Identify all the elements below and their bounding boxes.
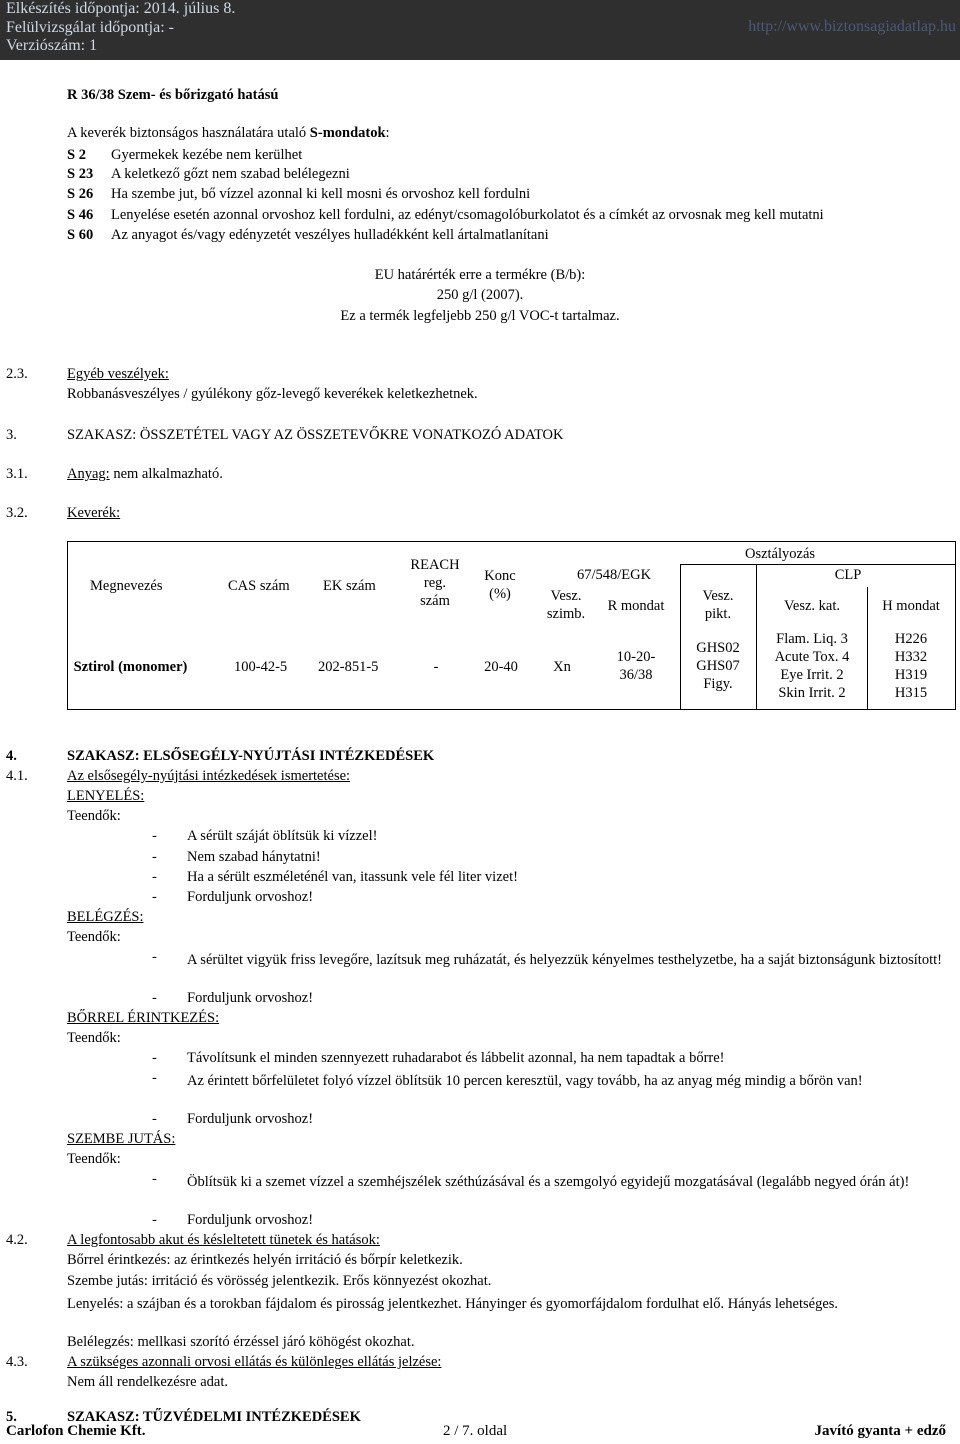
cell-symbol: Xn bbox=[553, 659, 571, 675]
skin-contact-step: Távolítsunk el minden szennyezett ruhadarabot és lábbelit azonnal, ha nem tapadtak a bőrre! bbox=[187, 1050, 725, 1066]
s-phrase-text: A keletkező gőzt nem szabad belélegezni bbox=[111, 166, 350, 182]
hazard-category: Eye Irrit. 2 bbox=[780, 667, 844, 683]
col-header-clp: CLP bbox=[834, 567, 862, 583]
section-3-1 bbox=[67, 467, 223, 482]
cell-cas: 100-42-5 bbox=[234, 659, 288, 675]
pictogram-label-2: pikt. bbox=[704, 606, 732, 622]
pictogram-code: Figy. bbox=[703, 676, 733, 692]
s-phrase-code: S 46 bbox=[67, 207, 94, 223]
bullet-dash: - bbox=[152, 949, 157, 965]
col-header-classification: Osztályozás bbox=[744, 546, 816, 562]
section-4-title: SZAKASZ: ELSŐSEGÉLY-NYÚJTÁSI INTÉZKEDÉSEK bbox=[67, 748, 435, 764]
bullet-dash: - bbox=[152, 1050, 157, 1066]
s-phrase-code: S 23 bbox=[67, 166, 94, 182]
todo-label: Teendők: bbox=[67, 1151, 121, 1167]
swallowing-heading: LENYELÉS: bbox=[67, 788, 145, 804]
inhalation-heading: BELÉGZÉS: bbox=[67, 909, 144, 925]
creation-date: Elkészítés időpontja: 2014. július 8. bbox=[6, 0, 236, 17]
pictogram-code: GHS07 bbox=[696, 658, 740, 674]
s-phrase-item bbox=[67, 167, 350, 182]
eu-limit-line1: EU határérték erre a termékre (B/b): bbox=[374, 267, 586, 283]
cell-ek: 202-851-5 bbox=[318, 659, 379, 675]
section-3-1-title: Anyag: bbox=[67, 466, 110, 482]
symptom-line: Lenyelés: a szájban és a torokban fájdalom és pirosság jelentkezhet. Hányinger és gyomorfájdalom fordulhat elő. Hányás lehetséges. bbox=[67, 1296, 839, 1312]
swallowing-step: Ha a sérült eszméleténél van, itassunk vele fél liter vizet! bbox=[187, 869, 518, 885]
bullet-dash: - bbox=[152, 828, 157, 844]
symptom-line: Bőrrel érintkezés: az érintkezés helyén irritáció és bőrpír keletkezik. bbox=[67, 1252, 463, 1268]
bullet-dash: - bbox=[152, 889, 157, 905]
todo-label: Teendők: bbox=[67, 929, 121, 945]
page-header bbox=[0, 0, 960, 60]
s-intro-text: A keverék biztonságos használatára utaló bbox=[67, 125, 310, 141]
section-3-title: SZAKASZ: ÖSSZETÉTEL VAGY AZ ÖSSZETEVŐKRE VONATKOZÓ ADATOK bbox=[67, 427, 564, 443]
h-phrase-code: H332 bbox=[894, 649, 928, 665]
symbol-label-1: Vesz. bbox=[550, 588, 582, 604]
section-number: 3.2. bbox=[6, 505, 28, 521]
h-phrase-code: H226 bbox=[894, 631, 928, 647]
cell-r-phrase bbox=[596, 648, 676, 684]
col-header-symbol bbox=[538, 587, 594, 623]
r-phrase-line: 36/38 bbox=[619, 667, 653, 683]
section-3-2-title: Keverék: bbox=[67, 505, 121, 521]
skin-contact-step: Az érintett bőrfelületet folyó vízzel öblítsük 10 percen keresztül, vagy tovább, ha az anyag még mindig a bőrön van! bbox=[187, 1073, 863, 1089]
hazard-category: Acute Tox. 4 bbox=[774, 649, 850, 665]
footer-company: Carlofon Chemie Kft. bbox=[6, 1423, 146, 1439]
symbol-label-2: szimb. bbox=[546, 606, 586, 622]
header-url[interactable]: http://www.biztonsagiadatlap.hu bbox=[748, 18, 956, 35]
bullet-dash: - bbox=[152, 869, 157, 885]
section-4-1-title: Az elsősegély-nyújtási intézkedések ismertetése: bbox=[67, 768, 351, 784]
s-phrase-item bbox=[67, 228, 549, 243]
bullet-dash: - bbox=[152, 1171, 157, 1187]
reach-label-2: reg. bbox=[423, 575, 447, 591]
swallowing-step: Forduljunk orvoshoz! bbox=[187, 889, 314, 905]
section-4-3-title: A szükséges azonnali orvosi ellátás és különleges ellátás jelzése: bbox=[67, 1354, 442, 1370]
col-header-h-phrase: H mondat bbox=[882, 598, 940, 614]
bullet-dash: - bbox=[152, 1212, 157, 1228]
eu-limit-line2: 250 g/l (2007). bbox=[436, 287, 524, 303]
section-5-title: SZAKASZ: TŰZVÉDELMI INTÉZKEDÉSEK bbox=[67, 1409, 361, 1425]
s-phrase-text: Gyermekek kezébe nem kerülhet bbox=[111, 147, 303, 163]
header-meta bbox=[6, 0, 235, 56]
bullet-dash: - bbox=[152, 849, 157, 865]
table-divider bbox=[680, 564, 955, 565]
eu-limit-line3: Ez a termék legfeljebb 250 g/l VOC-t tartalmaz. bbox=[340, 308, 620, 324]
symptom-line: Szembe jutás: irritáció és vörösség jelentkezik. Erős könnyezést okozhat. bbox=[67, 1273, 492, 1289]
h-phrase-code: H319 bbox=[894, 667, 928, 683]
bullet-dash: - bbox=[152, 990, 157, 1006]
col-header-pictogram bbox=[680, 587, 756, 623]
col-header-directive: 67/548/EGK bbox=[576, 567, 652, 583]
section-number: 3. bbox=[6, 427, 17, 443]
s-intro-bold: S-mondatok bbox=[309, 125, 386, 141]
bullet-dash: - bbox=[152, 1070, 157, 1086]
hazard-category: Flam. Liq. 3 bbox=[776, 631, 848, 647]
s-phrase-code: S 60 bbox=[67, 227, 94, 243]
konc-label-2: (%) bbox=[489, 586, 511, 602]
s-phrase-text: Lenyelése esetén azonnal orvoshoz kell fordulni, az edényt/csomagolóburkolatot és a címkét az orvosnak meg kell mutatni bbox=[111, 207, 824, 223]
section-number: 3.1. bbox=[6, 466, 28, 482]
version-number: Verziószám: 1 bbox=[6, 37, 98, 54]
col-header-r-phrase: R mondat bbox=[607, 598, 665, 614]
footer-product: Javító gyanta + edző bbox=[814, 1423, 946, 1439]
inhalation-step: Forduljunk orvoshoz! bbox=[187, 990, 314, 1006]
composition-table bbox=[67, 541, 956, 710]
section-number: 4.3. bbox=[6, 1354, 28, 1370]
col-header-konc bbox=[478, 567, 522, 603]
hazard-category: Skin Irrit. 2 bbox=[778, 685, 846, 701]
s-intro-colon: : bbox=[385, 125, 390, 141]
col-header-ek: EK szám bbox=[323, 578, 376, 594]
section-2-3-text: Robbanásveszélyes / gyúlékony gőz-levegő keverékek keletkezhetnek. bbox=[67, 386, 478, 402]
s-phrase-item bbox=[67, 187, 530, 202]
s-phrases-intro bbox=[67, 126, 390, 141]
cell-name: Sztirol (monomer) bbox=[73, 659, 188, 675]
bullet-dash: - bbox=[152, 1111, 157, 1127]
eye-contact-step: Forduljunk orvoshoz! bbox=[187, 1212, 314, 1228]
cell-category bbox=[758, 630, 866, 702]
r-phrase: R 36/38 Szem- és bőrizgató hatású bbox=[67, 87, 279, 103]
section-3-1-text: nem alkalmazható. bbox=[109, 466, 223, 482]
eye-contact-step: Öblítsük ki a szemet vízzel a szemhéjszélek széthúzásával és a szemgolyó egyidejű mozgatásával (legalább negyed órán át)! bbox=[187, 1174, 910, 1190]
eye-contact-heading: SZEMBE JUTÁS: bbox=[67, 1131, 176, 1147]
s-phrase-item bbox=[67, 208, 824, 223]
section-number: 2.3. bbox=[6, 366, 28, 382]
s-phrase-code: S 26 bbox=[67, 186, 94, 202]
table-divider bbox=[756, 564, 757, 709]
reach-label-3: szám bbox=[420, 593, 450, 609]
skin-contact-step: Forduljunk orvoshoz! bbox=[187, 1111, 314, 1127]
cell-konc: 20-40 bbox=[484, 659, 518, 675]
pictogram-code: GHS02 bbox=[696, 640, 740, 656]
symptom-line: Belélegzés: mellkasi szorító érzéssel járó köhögést okozhat. bbox=[67, 1334, 415, 1350]
s-phrase-code: S 2 bbox=[67, 147, 86, 163]
s-phrase-text: Az anyagot és/vagy edényzetét veszélyes hulladékként kell ártalmatlanítani bbox=[111, 227, 549, 243]
col-header-reach bbox=[404, 556, 466, 610]
section-number: 4. bbox=[6, 748, 17, 764]
konc-label-1: Konc bbox=[484, 568, 516, 584]
col-header-cas: CAS szám bbox=[228, 578, 290, 594]
col-header-category: Vesz. kat. bbox=[784, 598, 840, 614]
revision-date: Felülvizsgálat időpontja: - bbox=[6, 18, 174, 36]
section-number: 4.1. bbox=[6, 768, 28, 784]
swallowing-step: Nem szabad hánytatni! bbox=[187, 849, 321, 865]
section-4-3-text: Nem áll rendelkezésre adat. bbox=[67, 1374, 229, 1390]
swallowing-step: A sérült száját öblítsük ki vízzel! bbox=[187, 828, 378, 844]
cell-pictogram bbox=[680, 639, 756, 693]
cell-reach: - bbox=[433, 659, 439, 675]
todo-label: Teendők: bbox=[67, 808, 121, 824]
r-phrase-line: 10-20- bbox=[616, 649, 656, 665]
cell-h-phrase bbox=[868, 630, 954, 702]
todo-label: Teendők: bbox=[67, 1030, 121, 1046]
inhalation-step: A sérültet vigyük friss levegőre, lazítsuk meg ruházatát, és helyezzük kényelmes testhelyzetbe, ha a saját biztonságunk biztosított! bbox=[187, 952, 942, 968]
skin-contact-heading: BŐRREL ÉRINTKEZÉS: bbox=[67, 1010, 220, 1026]
pictogram-label-1: Vesz. bbox=[702, 588, 734, 604]
reach-label-1: REACH bbox=[410, 557, 460, 573]
s-phrase-item bbox=[67, 148, 302, 163]
h-phrase-code: H315 bbox=[894, 685, 928, 701]
section-4-2-title: A legfontosabb akut és késleltetett tünetek és hatások: bbox=[67, 1232, 380, 1248]
footer-page-number: 2 / 7. oldal bbox=[443, 1423, 508, 1439]
section-number: 4.2. bbox=[6, 1232, 28, 1248]
section-number: 5. bbox=[6, 1409, 17, 1425]
s-phrase-text: Ha szembe jut, bő vízzel azonnal ki kell mosni és orvoshoz kell fordulni bbox=[111, 186, 531, 202]
section-2-3-title: Egyéb veszélyek: bbox=[67, 366, 169, 382]
col-header-name: Megnevezés bbox=[90, 578, 163, 594]
